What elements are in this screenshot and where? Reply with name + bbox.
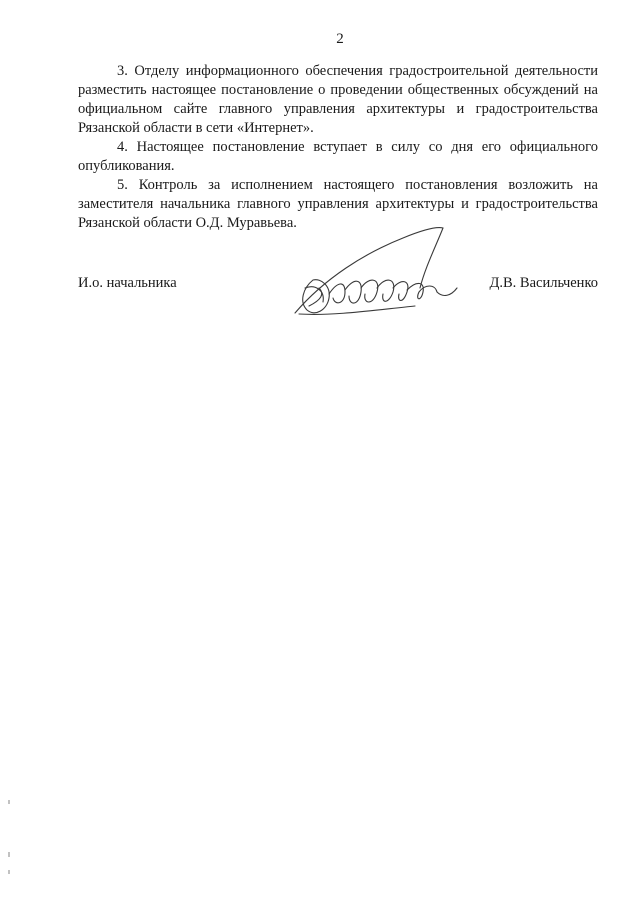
- page-number: 2: [336, 31, 344, 47]
- scan-artifact: [8, 800, 10, 804]
- paragraph-3: 3. Отделу информационного обеспечения градостроительной деятельности разместить настоящее постановление о проведении общественных обсуждений на официальном сайте главного управления архитектуры и градостроительства Рязанской области в сети «Интернет».: [78, 63, 598, 136]
- signer-position: И.о. начальника: [78, 275, 177, 291]
- paragraph-5: 5. Контроль за исполнением настоящего постановления возложить на заместителя начальника главного управления архитектуры и градостроительства Рязанской области О.Д. Муравьева.: [78, 177, 598, 231]
- document-body: [78, 62, 598, 233]
- paragraph-4: 4. Настоящее постановление вступает в силу со дня его официального опубликования.: [78, 139, 598, 174]
- signer-name: Д.В. Васильченко: [489, 275, 598, 291]
- scan-artifact: [8, 852, 10, 857]
- scan-artifact: [8, 870, 10, 874]
- handwritten-signature-icon: [285, 218, 475, 328]
